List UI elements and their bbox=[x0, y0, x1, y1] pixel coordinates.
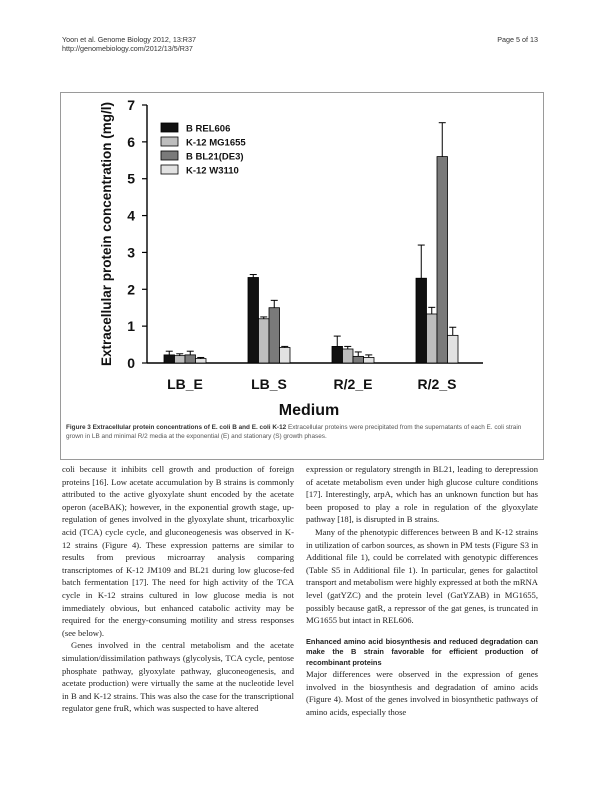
y-tick-label: 4 bbox=[127, 207, 135, 224]
citation: Yoon et al. Genome Biology 2012, 13:R37 bbox=[62, 35, 196, 44]
paragraph: Major differences were observed in the expression of genes involved in the biosynthesis and degradation of amino acids (Figure 4). Most of the genes involved in biosynthetic pathways of amino acids, especially those bbox=[306, 669, 538, 717]
y-tick-label: 2 bbox=[127, 281, 135, 298]
legend-swatch bbox=[161, 137, 178, 146]
section-heading: Enhanced amino acid biosynthesis and reduced degradation can make the B strain favorable for efficient production of recombinant proteins bbox=[306, 636, 538, 667]
bar-chart bbox=[61, 93, 543, 423]
bar bbox=[280, 348, 291, 363]
x-tick-label: R/2_E bbox=[333, 376, 373, 392]
x-tick-label: R/2_S bbox=[417, 376, 457, 392]
bar bbox=[196, 359, 207, 363]
caption-text: Extracellular proteins were precipitated from the supernatants of each E. coli strain grown in LB and minimal R/2 media at the exponential (E) and stationary (S) growth phases. bbox=[66, 424, 522, 440]
x-axis-label: Medium bbox=[278, 402, 340, 419]
bar bbox=[427, 314, 438, 363]
paragraph: Many of the phenotypic differences between B and K-12 strains in utilization of carbon sources, as shown in PM tests (Figure S3 in Additional file 1), could be correlated with genotypic differences (Table S5 in Additional file 1). In particular, genes for galactitol transport and metabolism were highly expressed at both the mRNA level (gatYZC) and the protein level (GatYZAB) in MG1655, possibly because gatR, a repressor of the gat genes, is truncated in MG1655 but intact in REL606. bbox=[306, 526, 538, 626]
caption-label: Figure 3 Extracellular protein concentrations of E. coli B and E. coli K-12 bbox=[66, 424, 287, 431]
body-column-left bbox=[62, 463, 294, 715]
legend-swatch bbox=[161, 151, 178, 160]
bar bbox=[364, 357, 375, 363]
bar bbox=[416, 278, 427, 363]
bar bbox=[164, 355, 175, 363]
figure-3 bbox=[60, 92, 544, 460]
bar bbox=[343, 349, 354, 363]
y-axis-label: Extracellular protein concentration (mg/l) bbox=[99, 101, 114, 367]
paragraph: expression or regulatory strength in BL21, leading to derepression of acetate metabolism even under high glucose culture conditions [17]. Interestingly, arpA, which has an unknown function but has been proposed to play a role in regulation of the glyoxylate pathway [18], is disrupted in B strains. bbox=[306, 464, 538, 525]
bar bbox=[332, 346, 343, 363]
bar bbox=[448, 335, 459, 363]
y-tick-label: 6 bbox=[127, 133, 135, 150]
paragraph: Genes involved in the central metabolism and the acetate simulation/dissimilation pathways (glycolysis, TCA cycle, pentose phosphate pathway, glyoxylate pathway, gluconeogenesis, and acetate production) were virtually the same at the nucleotide level in B and K-12 strains. This was also the case for the transcriptional regulator gene fruR, which was suspected to have altered bbox=[62, 640, 294, 714]
legend-label: B BL21(DE3) bbox=[186, 151, 244, 163]
legend-label: B REL606 bbox=[186, 123, 231, 135]
bar bbox=[175, 356, 186, 363]
bar bbox=[259, 319, 270, 363]
bar bbox=[185, 355, 196, 363]
legend-label: K-12 W3110 bbox=[186, 165, 239, 177]
body-column-right bbox=[306, 463, 538, 719]
legend-swatch bbox=[161, 165, 178, 174]
bar bbox=[269, 308, 280, 363]
bar bbox=[248, 277, 259, 363]
bar bbox=[353, 356, 364, 363]
figure-caption bbox=[66, 423, 536, 441]
paragraph: coli because it inhibits cell growth and production of foreign proteins [16]. Low acetate accumulation by B strains is commonly attributed to the active glyoxylate shunt encoded by the acetate operon (aceBAK); however, in the exponential growth stage, up-regulation of genes involved in the glyoxylate shunt, tricarboxylic acid (TCA) cycle cycle, and gluconeogenesis was observed in K-12 strains (Figure 4). These expression patterns are similar to results from previous microarray analysis comparing transcriptomes of K-12 JM109 and BL21 during low glucose-fed batch fermentation [17]. The need for high activity of the TCA cycle in K-12 strains cultured in low glucose media is not immediately obvious, but enhanced catabolic activity may be required for the energy-consuming motility and stress responses (see below). bbox=[62, 464, 294, 638]
page-number: Page 5 of 13 bbox=[497, 35, 538, 44]
x-tick-label: LB_E bbox=[167, 376, 203, 392]
running-header-left bbox=[62, 35, 196, 53]
y-tick-label: 3 bbox=[127, 244, 135, 261]
y-tick-label: 5 bbox=[127, 170, 135, 187]
y-tick-label: 1 bbox=[127, 318, 135, 335]
x-tick-label: LB_S bbox=[251, 376, 287, 392]
legend-label: K-12 MG1655 bbox=[186, 137, 246, 149]
article-url[interactable]: http://genomebiology.com/2012/13/5/R37 bbox=[62, 44, 193, 53]
y-tick-label: 7 bbox=[127, 97, 135, 113]
y-tick-label: 0 bbox=[127, 355, 135, 371]
legend-swatch bbox=[161, 123, 178, 132]
bar bbox=[437, 157, 448, 363]
